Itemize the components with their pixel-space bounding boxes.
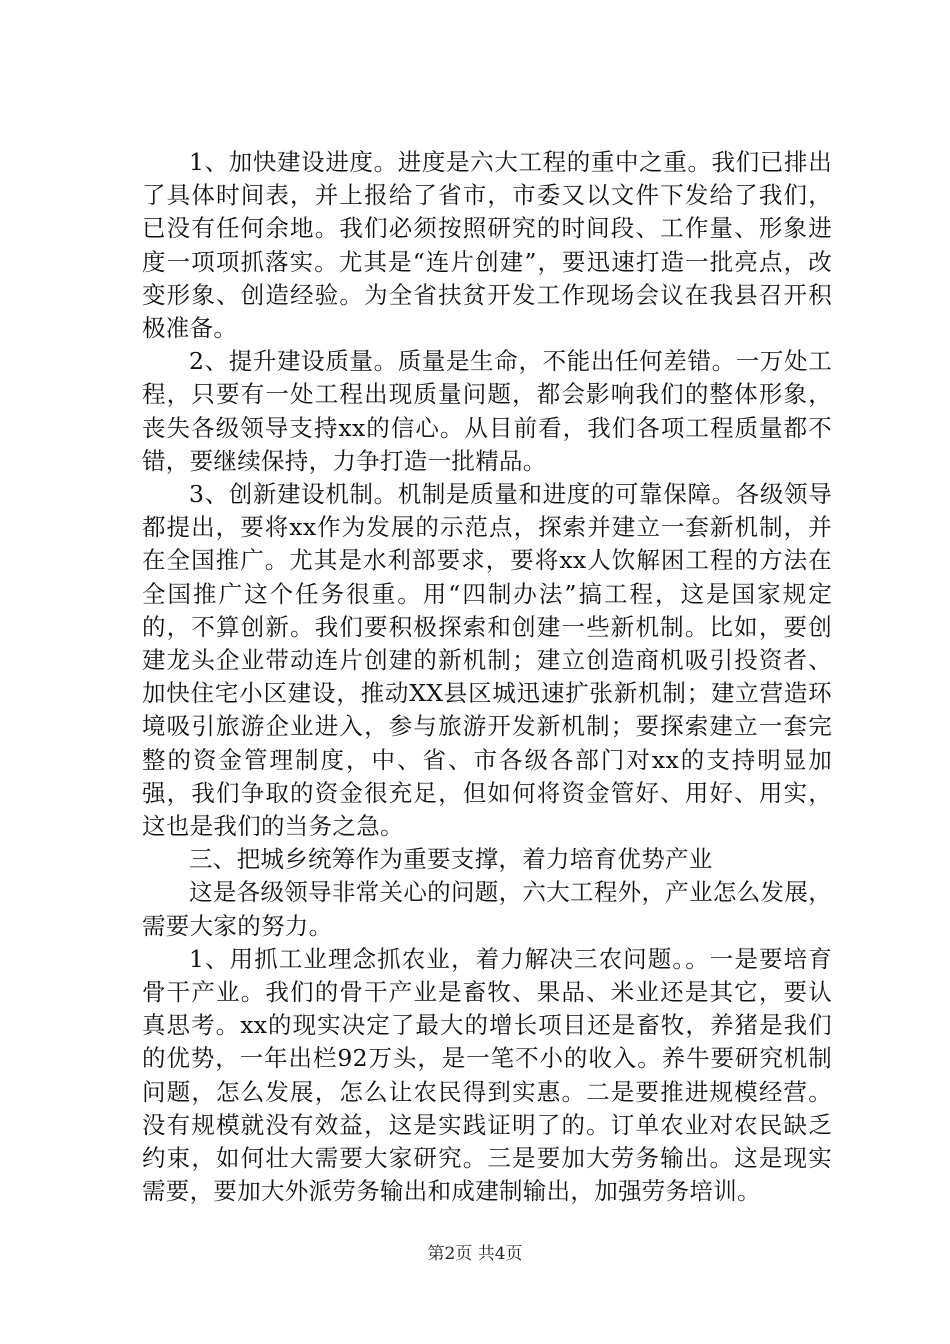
paragraph-agriculture: 1、用抓工业理念抓农业，着力解决三农问题。。一是要培育骨干产业。我们的骨干产业是畜牧、果品、米业还是其它，要认真思考。xx的现实决定了最大的增长项目还是畜牧，养猪是我们的优势，一年出栏92万头，是一笔不小的收入。养牛要研究机制问题，怎么发展，怎么让农民得到实惠。二是要推进规模经营。没有规模就没有效益，这是实践证明了的。订单农业对农民缺乏约束，如何壮大需要大家研究。三是要加大劳务输出。这是现实需要，要加大外派劳务输出和成建制输出，加强劳务培训。 bbox=[142, 944, 832, 1206]
paragraph-quality: 2、提升建设质量。质量是生命，不能出任何差错。一万处工程，只要有一处工程出现质量问题，都会影响我们的整体形象，丧失各级领导支持xx的信心。从目前看，我们各项工程质量都不错，要继续保持，力争打造一批精品。 bbox=[142, 347, 832, 475]
page-number-footer: 第2页 共4页 bbox=[427, 1244, 523, 1264]
paragraph-mechanism: 3、创新建设机制。机制是质量和进度的可靠保障。各级领导都提出，要将xx作为发展的示范点，探索并建立一套新机制，并在全国推广。尤其是水利部要求，要将xx人饮解困工程的方法在全国推广这个任务很重。用“四制办法”搞工程，这是国家规定的，不算创新。我们要积极探索和创建一些新机制。比如，要创建龙头企业带动连片创建的新机制；建立创造商机吸引投资者、加快住宅小区建设，推动XX县区城迅速扩张新机制；建立营造环境吸引旅游企业进入，参与旅游开发新机制；要探索建立一套完整的资金管理制度，中、省、市各级各部门对xx的支持明显加强，我们争取的资金很充足，但如何将资金管好、用好、用实，这也是我们的当务之急。 bbox=[142, 480, 832, 841]
paragraph-intro: 这是各级领导非常关心的问题，六大工程外，产业怎么发展，需要大家的努力。 bbox=[142, 878, 832, 940]
paragraph-speed: 1、加快建设进度。进度是六大工程的重中之重。我们已排出了具体时间表，并上报给了省市，市委又以文件下发给了我们，已没有任何余地。我们必须按照研究的时间段、工作量、形象进度一项项抓落实。尤其是“连片创建”，要迅速打造一批亮点，改变形象、创造经验。为全省扶贫开发工作现场会议在我县召开积极准备。 bbox=[142, 148, 832, 343]
section-heading: 三、把城乡统筹作为重要支撑，着力培育优势产业 bbox=[189, 845, 713, 874]
document-body bbox=[142, 146, 832, 1209]
